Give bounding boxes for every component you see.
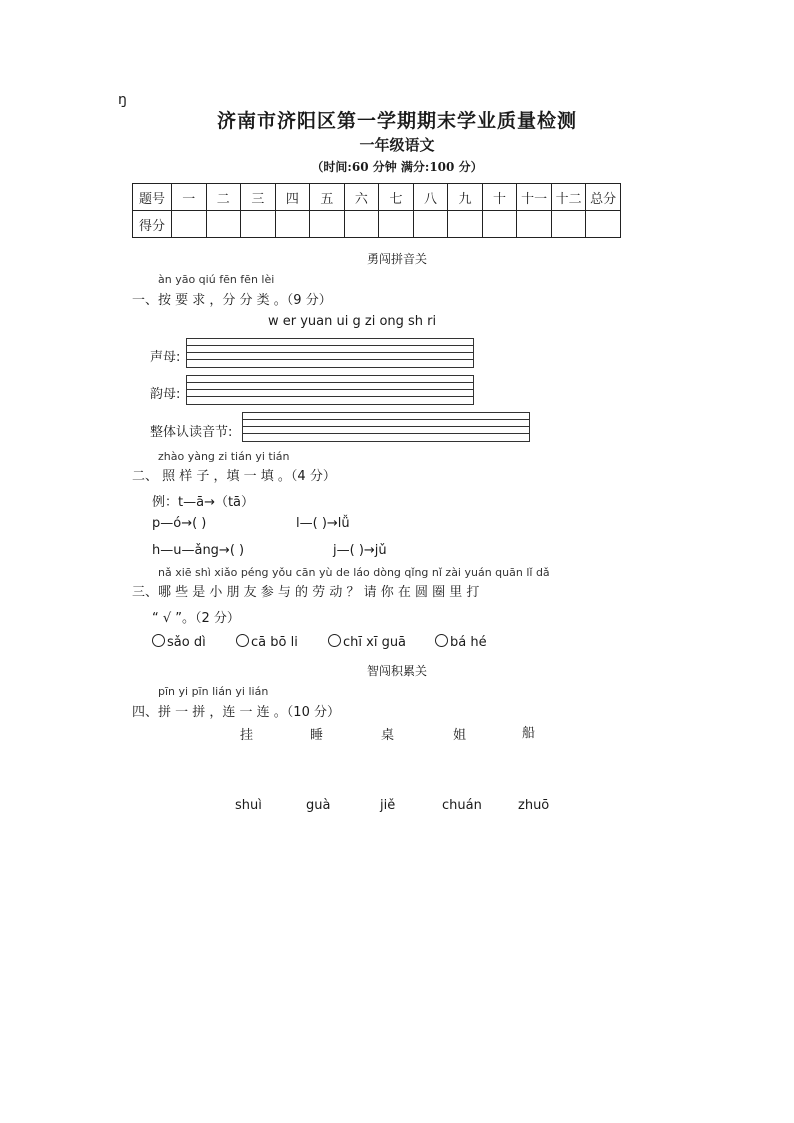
writing-line [243, 426, 529, 427]
table-cell: 七 [379, 184, 414, 211]
score-cell[interactable] [275, 211, 310, 238]
corner-mark: ŋ [118, 92, 127, 108]
score-table [132, 183, 621, 238]
writing-line [187, 382, 473, 383]
q2-pinyin: zhào yàng zi tián yi tián [158, 450, 290, 463]
option-label: bá hé [450, 635, 487, 650]
exam-title: 济南市济阳区第一学期期末学业质量检测 [216, 110, 577, 132]
q4-pinyin-answer[interactable]: shuì [235, 798, 262, 813]
table-cell: 六 [344, 184, 379, 211]
table-cell: 十 [482, 184, 517, 211]
option-label: cā bō li [251, 635, 298, 650]
writing-line [187, 396, 473, 397]
zhengti-writing-lines[interactable] [242, 412, 530, 442]
answer-circle[interactable] [236, 634, 249, 647]
score-cell[interactable] [517, 211, 552, 238]
label-zhengti: 整体认读音节: [150, 425, 233, 440]
score-cell[interactable] [310, 211, 345, 238]
score-table-score-row [133, 211, 621, 238]
table-cell: 十一 [517, 184, 552, 211]
shengmu-writing-lines[interactable] [186, 338, 474, 368]
q4-pinyin-answer[interactable]: guà [306, 798, 331, 813]
q4-title: 四、拼 一 拼 ，连 一 连 。（10 分） [132, 705, 340, 720]
q4-pinyin: pīn yi pīn lián yi lián [158, 685, 269, 698]
yunmu-writing-lines[interactable] [186, 375, 474, 405]
q4-pinyin-answer[interactable]: chuán [442, 798, 482, 813]
q2-blank-j-ju[interactable]: j—( )→jǔ [333, 543, 387, 558]
q4-pinyin-answer[interactable]: jiě [380, 798, 396, 813]
q2-title: 二、 照 样 子 ，填 一 填 。（4 分） [132, 469, 336, 484]
q2-blank-p-o[interactable]: p—ó→( ) [152, 516, 207, 531]
score-cell[interactable] [172, 211, 207, 238]
q3-option-ba-he[interactable] [435, 634, 487, 650]
score-cell[interactable] [379, 211, 414, 238]
answer-circle[interactable] [328, 634, 341, 647]
writing-line [187, 345, 473, 346]
option-label: sǎo dì [167, 635, 206, 650]
writing-line [187, 389, 473, 390]
table-cell: 三 [241, 184, 276, 211]
exam-subtitle: 一年级语文 [359, 136, 435, 154]
section-title-pinyin: 勇闯拼音关 [366, 252, 427, 266]
table-cell: 五 [310, 184, 345, 211]
q1-title: 一、按 要 求 ，分 分 类 。（9 分） [132, 293, 332, 308]
score-cell[interactable] [344, 211, 379, 238]
table-cell: 一 [172, 184, 207, 211]
score-cell[interactable] [206, 211, 241, 238]
q2-blank-l-lu[interactable]: l—( )→lǚ [296, 516, 350, 531]
score-table-header-row [133, 184, 621, 211]
q3-option-ca-bo-li[interactable] [236, 634, 298, 650]
score-cell[interactable] [448, 211, 483, 238]
table-cell: 九 [448, 184, 483, 211]
table-cell: 八 [413, 184, 448, 211]
table-cell: 题号 [133, 184, 172, 211]
q2-blank-h-u-ang[interactable]: h—u—ǎng→( ) [152, 543, 245, 558]
q4-character[interactable]: 睡 [310, 728, 324, 743]
q2-example: 例：t—ā→（tā） [152, 495, 255, 510]
table-cell: 十二 [551, 184, 586, 211]
score-cell[interactable] [586, 211, 621, 238]
q3-mark-instruction: “ √ ”。（2 分） [152, 611, 240, 626]
q4-pinyin-answer[interactable]: zhuō [518, 798, 550, 813]
q3-option-sao-di[interactable] [152, 634, 206, 650]
writing-line [243, 433, 529, 434]
exam-time-info: （时间:60 分钟 满分:100 分） [311, 160, 483, 174]
section-title-accumulation: 智闯积累关 [366, 664, 427, 678]
q4-character[interactable]: 桌 [381, 728, 395, 743]
q4-character[interactable]: 姐 [453, 728, 467, 743]
table-cell: 得分 [133, 211, 172, 238]
score-cell[interactable] [241, 211, 276, 238]
score-cell[interactable] [482, 211, 517, 238]
option-label: chī xī guā [343, 635, 407, 650]
q1-items: w er yuan ui g zi ong sh ri [268, 314, 437, 329]
writing-line [243, 419, 529, 420]
score-cell[interactable] [551, 211, 586, 238]
table-cell: 二 [206, 184, 241, 211]
table-cell: 总分 [586, 184, 621, 211]
q1-pinyin: àn yāo qiú fēn fēn lèi [158, 273, 275, 286]
label-shengmu: 声母: [150, 350, 181, 365]
q4-character[interactable]: 挂 [240, 728, 254, 743]
answer-circle[interactable] [152, 634, 165, 647]
answer-circle[interactable] [435, 634, 448, 647]
q3-pinyin: nǎ xiē shì xiǎo péng yǒu cān yù de láo dòng qǐng nǐ zài yuán quān lǐ dǎ [158, 566, 550, 579]
q3-option-chi-xi-gua[interactable] [328, 634, 406, 650]
score-cell[interactable] [413, 211, 448, 238]
writing-line [187, 352, 473, 353]
label-yunmu: 韵母: [150, 387, 181, 402]
table-cell: 四 [275, 184, 310, 211]
q3-title: 三、哪 些 是 小 朋 友 参 与 的 劳 动 ？ 请 你 在 圆 圈 里 打 [132, 585, 480, 600]
writing-line [187, 359, 473, 360]
q4-character[interactable]: 船 [522, 726, 536, 741]
